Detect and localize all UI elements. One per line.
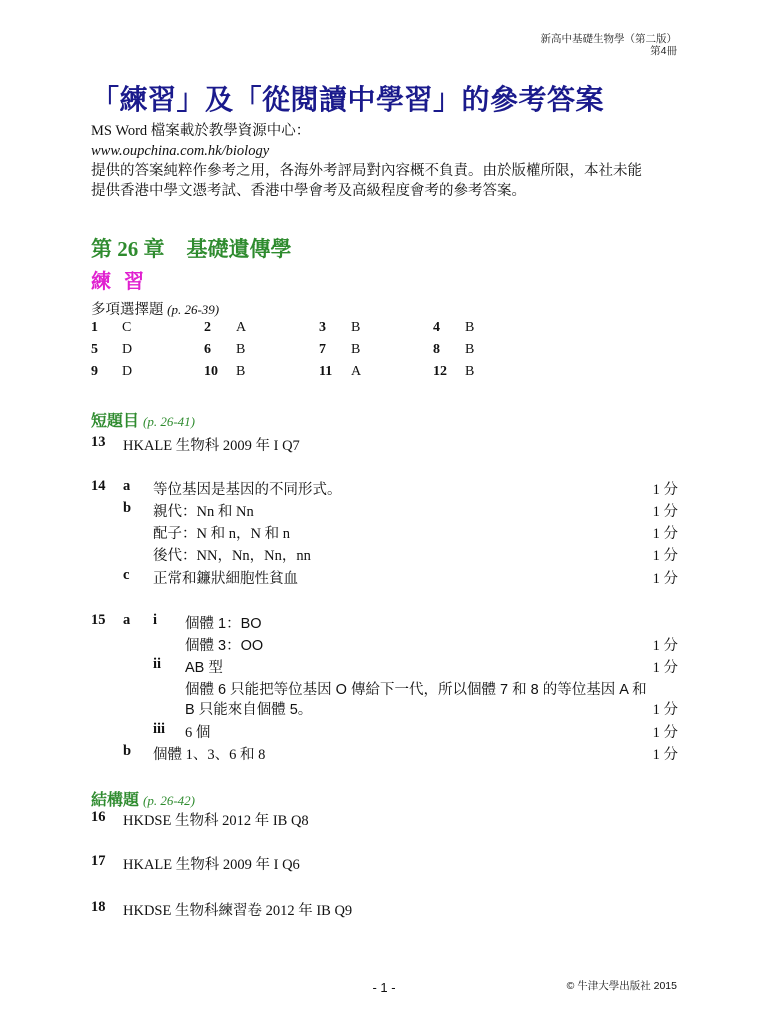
mark-label: 1 分	[652, 504, 678, 520]
answer-text: 後代：NN，Nn，Nn，nn	[153, 548, 311, 564]
mcq-answer: B	[465, 342, 475, 357]
mcq-answer: C	[122, 320, 132, 335]
subpart-label: i	[153, 612, 158, 628]
mcq-page-ref: (p. 26-39)	[167, 302, 220, 317]
practice-heading: 練 習	[91, 271, 148, 293]
mcq-question-number: 4	[433, 320, 440, 335]
mcq-question-number: 3	[319, 320, 326, 335]
short-question-heading-label: 短題目	[91, 413, 140, 430]
mark-label: 1 分	[652, 702, 678, 718]
mcq-answer: B	[236, 364, 246, 379]
intro-url-link[interactable]: www.oupchina.com.hk/biology	[91, 143, 270, 159]
answer-text: 等位基因是基因的不同形式。	[153, 482, 342, 498]
mcq-question-number: 6	[204, 342, 211, 357]
answer-text: 個體 1、3、6 和 8	[153, 747, 266, 763]
answer-line	[91, 522, 678, 544]
answer-line	[91, 478, 678, 500]
answer-line	[91, 656, 678, 678]
mcq-answer-grid	[91, 320, 511, 386]
mcq-answer: B	[465, 364, 475, 379]
intro-line-word-file: MS Word 檔案載於教學資源中心：	[91, 123, 311, 139]
mcq-question-number: 2	[204, 320, 211, 335]
answer-text: AB 型	[185, 660, 223, 676]
question-number: 18	[91, 899, 106, 915]
intro-disclaimer-line1: 提供的答案純粹作參考之用，各海外考評局對內容概不負責。由於版權所限，本社未能	[91, 163, 642, 179]
intro-disclaimer-line2: 提供香港中學文憑考試、香港中學會考及高級程度會考的參考答案。	[91, 183, 526, 199]
mcq-question-number: 7	[319, 342, 326, 357]
mcq-question-number: 5	[91, 342, 98, 357]
mcq-answer: D	[122, 364, 133, 379]
part-label: b	[123, 743, 132, 759]
mark-label: 1 分	[652, 638, 678, 654]
structured-question-page-ref: (p. 26-42)	[143, 793, 196, 808]
mcq-answer: B	[351, 320, 361, 335]
mark-label: 1 分	[652, 747, 678, 763]
answer-text: 個體 6 只能把等位基因 O 傳給下一代，所以個體 7 和 8 的等位基因 A 和	[185, 682, 647, 698]
part-label: a	[123, 612, 131, 628]
short-question-page-ref: (p. 26-41)	[143, 414, 196, 429]
answer-line	[91, 567, 678, 589]
subpart-label: iii	[153, 721, 166, 737]
mcq-question-number: 11	[319, 364, 333, 379]
mark-label: 1 分	[652, 548, 678, 564]
answer-text: 正常和鐮狀細胞性貧血	[153, 571, 298, 587]
answer-text: 配子：N 和 n，N 和 n	[153, 526, 290, 542]
answer-text: 親代：Nn 和 Nn	[153, 504, 254, 520]
mcq-question-number: 10	[204, 364, 218, 379]
mcq-row	[91, 342, 511, 364]
chapter-name: 基礎遺傳學	[186, 237, 292, 261]
answer-line	[91, 678, 678, 700]
mcq-answer: B	[351, 342, 361, 357]
short-question-heading	[91, 408, 195, 431]
answer-line	[91, 434, 678, 456]
mcq-row	[91, 320, 511, 342]
mark-label: 1 分	[652, 482, 678, 498]
mark-label: 1 分	[652, 526, 678, 542]
answer-line	[91, 899, 678, 921]
question-number: 16	[91, 809, 106, 825]
header-volume: 第4冊	[650, 45, 677, 57]
part-label: b	[123, 500, 132, 516]
answer-text: 個體 3：OO	[185, 638, 264, 654]
answer-line	[91, 853, 678, 875]
mcq-question-number: 12	[433, 364, 447, 379]
answer-text: HKALE 生物科 2009 年 I Q7	[123, 438, 300, 454]
header-book-title: 新高中基礎生物學（第二版）	[540, 33, 677, 45]
mcq-row	[91, 364, 511, 386]
page-number: - 1 -	[372, 980, 396, 995]
part-label: c	[123, 567, 130, 583]
answer-line	[91, 809, 678, 831]
subpart-label: ii	[153, 656, 162, 672]
structured-question-heading-label: 結構題	[91, 792, 140, 809]
part-label: a	[123, 478, 131, 494]
answer-text: HKDSE 生物科練習卷 2012 年 IB Q9	[123, 903, 353, 919]
mcq-answer: A	[351, 364, 362, 379]
structured-question-heading	[91, 787, 195, 810]
mcq-answer: A	[236, 320, 247, 335]
mcq-answer: B	[236, 342, 246, 357]
question-number: 14	[91, 478, 106, 494]
answer-line	[91, 612, 678, 634]
answer-line	[91, 544, 678, 566]
question-number: 15	[91, 612, 106, 628]
mcq-answer: D	[122, 342, 133, 357]
mark-label: 1 分	[652, 660, 678, 676]
answer-line	[91, 743, 678, 765]
copyright-notice: © 牛津大學出版社 2015	[566, 980, 677, 992]
answer-line	[91, 634, 678, 656]
chapter-number: 第 26 章	[91, 237, 165, 261]
answer-text: 個體 1：BO	[185, 616, 262, 632]
mcq-answer: B	[465, 320, 475, 335]
answer-text: HKDSE 生物科 2012 年 IB Q8	[123, 813, 309, 829]
mcq-question-number: 9	[91, 364, 98, 379]
page-title: 「練習」及「從閱讀中學習」的參考答案	[91, 85, 605, 116]
intro-block	[91, 121, 681, 201]
answer-line	[91, 500, 678, 522]
question-number: 17	[91, 853, 106, 869]
mcq-question-number: 1	[91, 320, 98, 335]
answer-line	[91, 698, 678, 720]
answer-text: 6 個	[185, 725, 211, 741]
mcq-heading	[91, 298, 219, 319]
answer-text: B 只能來自個體 5。	[185, 702, 313, 718]
mark-label: 1 分	[652, 725, 678, 741]
answer-text: HKALE 生物科 2009 年 I Q6	[123, 857, 300, 873]
question-number: 13	[91, 434, 106, 450]
answer-line	[91, 721, 678, 743]
mcq-question-number: 8	[433, 342, 440, 357]
mark-label: 1 分	[652, 571, 678, 587]
chapter-heading	[91, 233, 292, 263]
mcq-heading-label: 多項選擇題	[91, 302, 164, 318]
